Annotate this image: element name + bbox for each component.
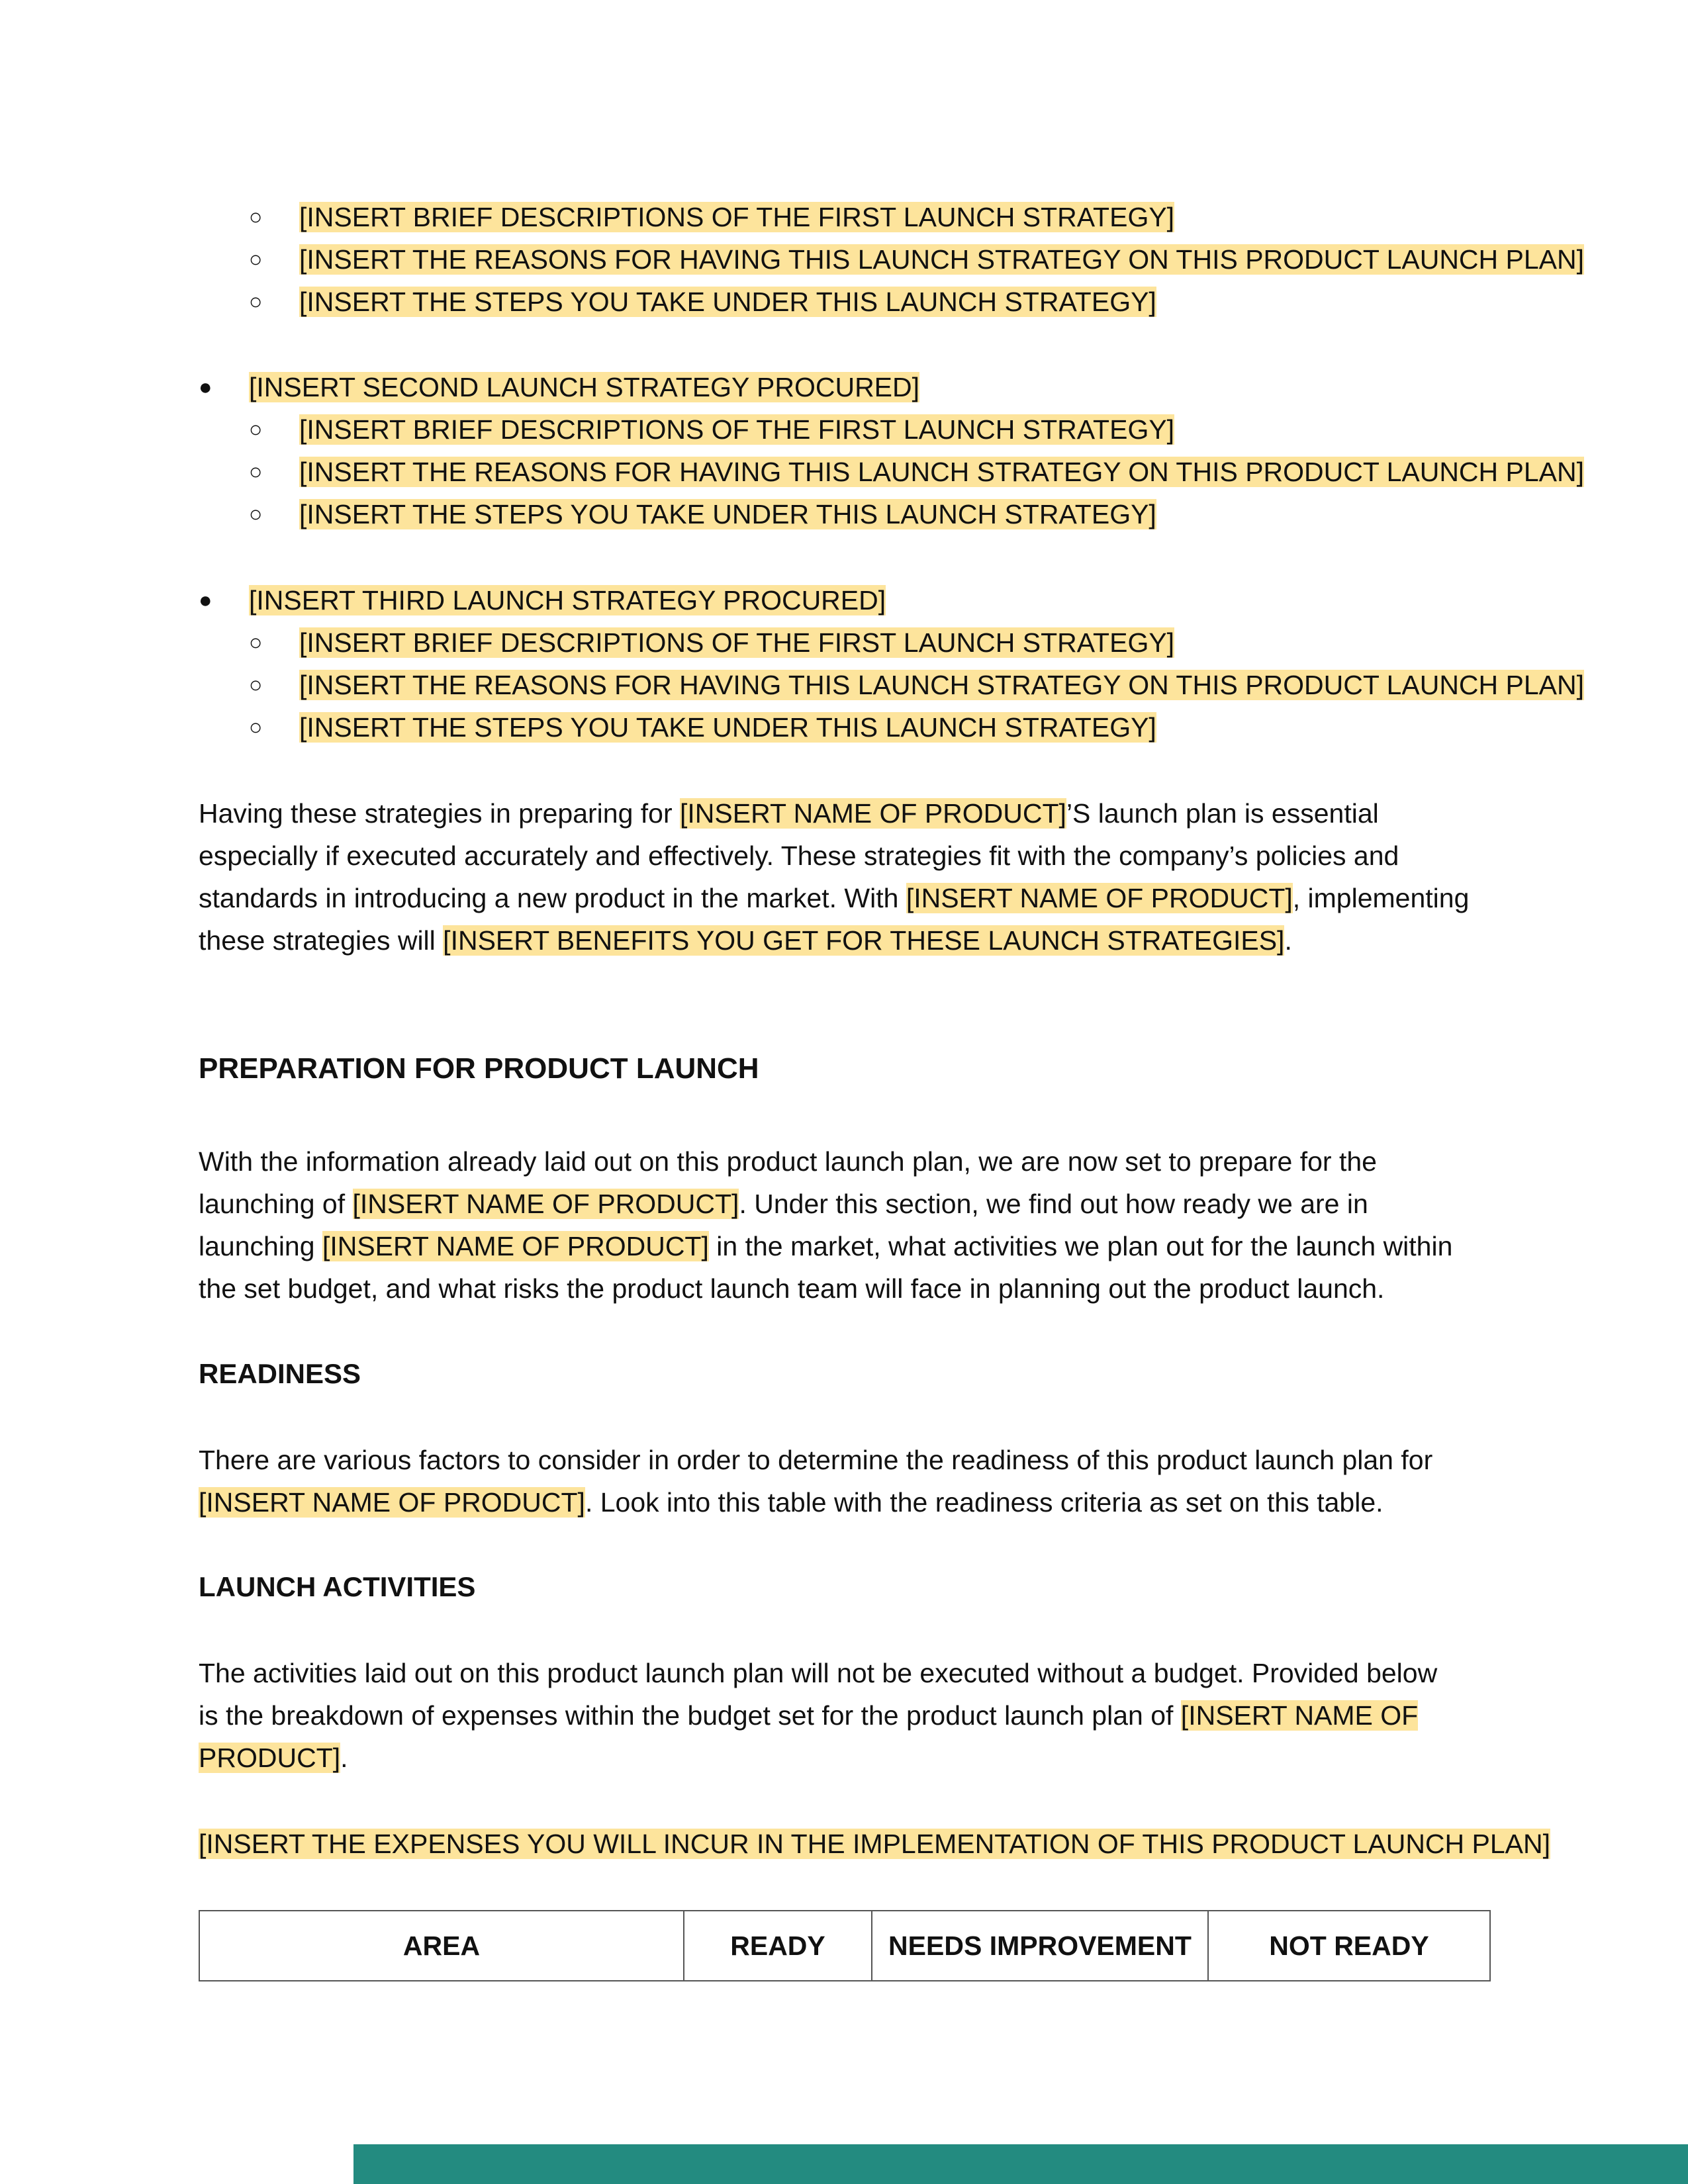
second-strategy — [199, 366, 1584, 535]
list-item: ● [INSERT SECOND LAUNCH STRATEGY PROCURED] — [199, 366, 1584, 408]
section-heading-launch-activities: LAUNCH ACTIVITIES — [199, 1571, 476, 1602]
hollow-bullet-icon: ○ — [249, 502, 263, 527]
section-heading-readiness: READINESS — [199, 1358, 361, 1389]
expenses-placeholder: [INSERT THE EXPENSES YOU WILL INCUR IN THE IMPLEMENTATION OF THIS PRODUCT LAUNCH PLAN] — [199, 1829, 1551, 1859]
bullet-icon: ● — [199, 375, 212, 400]
preparation-paragraph: With the information already laid out on this product launch plan, we are now set to prepare for the launching of [INSERT NAME OF PRODUCT]. Under this section, we find out how ready we are in launching [INSERT NAME OF PRODUCT] in the market, what activities we plan out for the launch within the set budget, and what risks the product launch team will face in planning out the product launch. — [199, 1146, 1453, 1304]
first-strategy-subitems — [199, 196, 1584, 323]
readiness-table — [199, 1910, 1491, 1981]
launch-activities-paragraph: The activities laid out on this product launch plan will not be executed without a budget. Provided below is the breakdown of expenses within the budget set for the product launch plan of [INSERT NAME OF PRODUCT]. — [199, 1658, 1438, 1773]
hollow-bullet-icon: ○ — [249, 247, 263, 272]
hollow-bullet-icon: ○ — [249, 205, 263, 230]
readiness-paragraph: There are various factors to consider in order to determine the readiness of this product launch plan for [INSERT NAME OF PRODUCT]. Look into this table with the readiness criteria as set on this table. — [199, 1445, 1433, 1518]
list-item: ○ [INSERT THE REASONS FOR HAVING THIS LAUNCH STRATEGY ON THIS PRODUCT LAUNCH PLAN] — [199, 664, 1584, 706]
third-strategy — [199, 579, 1584, 749]
footer-bar — [353, 2144, 1688, 2184]
hollow-bullet-icon: ○ — [249, 417, 263, 442]
list-item: ● [INSERT THIRD LAUNCH STRATEGY PROCURED] — [199, 579, 1584, 621]
list-item: ○ [INSERT THE STEPS YOU TAKE UNDER THIS LAUNCH STRATEGY] — [199, 493, 1584, 535]
section-heading-preparation: PREPARATION FOR PRODUCT LAUNCH — [199, 1052, 759, 1085]
list-item: ○ [INSERT THE STEPS YOU TAKE UNDER THIS LAUNCH STRATEGY] — [199, 706, 1584, 749]
list-item: ○ [INSERT BRIEF DESCRIPTIONS OF THE FIRST LAUNCH STRATEGY] — [199, 196, 1584, 238]
list-item: ○ [INSERT THE REASONS FOR HAVING THIS LAUNCH STRATEGY ON THIS PRODUCT LAUNCH PLAN] — [199, 451, 1584, 493]
hollow-bullet-icon: ○ — [249, 289, 263, 314]
list-item: ○ [INSERT BRIEF DESCRIPTIONS OF THE FIRST LAUNCH STRATEGY] — [199, 408, 1584, 451]
table-header-ready: READY — [684, 1911, 872, 1981]
hollow-bullet-icon: ○ — [249, 715, 263, 740]
list-item: ○ [INSERT BRIEF DESCRIPTIONS OF THE FIRST LAUNCH STRATEGY] — [199, 621, 1584, 664]
table-header-row — [199, 1911, 1490, 1981]
table-header-needs-improvement: NEEDS IMPROVEMENT — [872, 1911, 1208, 1981]
list-item: ○ [INSERT THE REASONS FOR HAVING THIS LAUNCH STRATEGY ON THIS PRODUCT LAUNCH PLAN] — [199, 238, 1584, 281]
bullet-icon: ● — [199, 588, 212, 613]
hollow-bullet-icon: ○ — [249, 459, 263, 484]
hollow-bullet-icon: ○ — [249, 630, 263, 655]
table-header-area: AREA — [199, 1911, 684, 1981]
list-item: ○ [INSERT THE STEPS YOU TAKE UNDER THIS LAUNCH STRATEGY] — [199, 281, 1584, 323]
table-header-not-ready: NOT READY — [1208, 1911, 1490, 1981]
hollow-bullet-icon: ○ — [249, 672, 263, 698]
strategies-summary-paragraph: Having these strategies in preparing for [INSERT NAME OF PRODUCT]’S launch plan is essential especially if executed accurately and effectively. These strategies fit with the company’s policies and standards in introducing a new product in the market. With [INSERT NAME OF PRODUCT], implementing these strategies will [INSERT BENEFITS YOU GET FOR THESE LAUNCH STRATEGIES]. — [199, 798, 1470, 956]
